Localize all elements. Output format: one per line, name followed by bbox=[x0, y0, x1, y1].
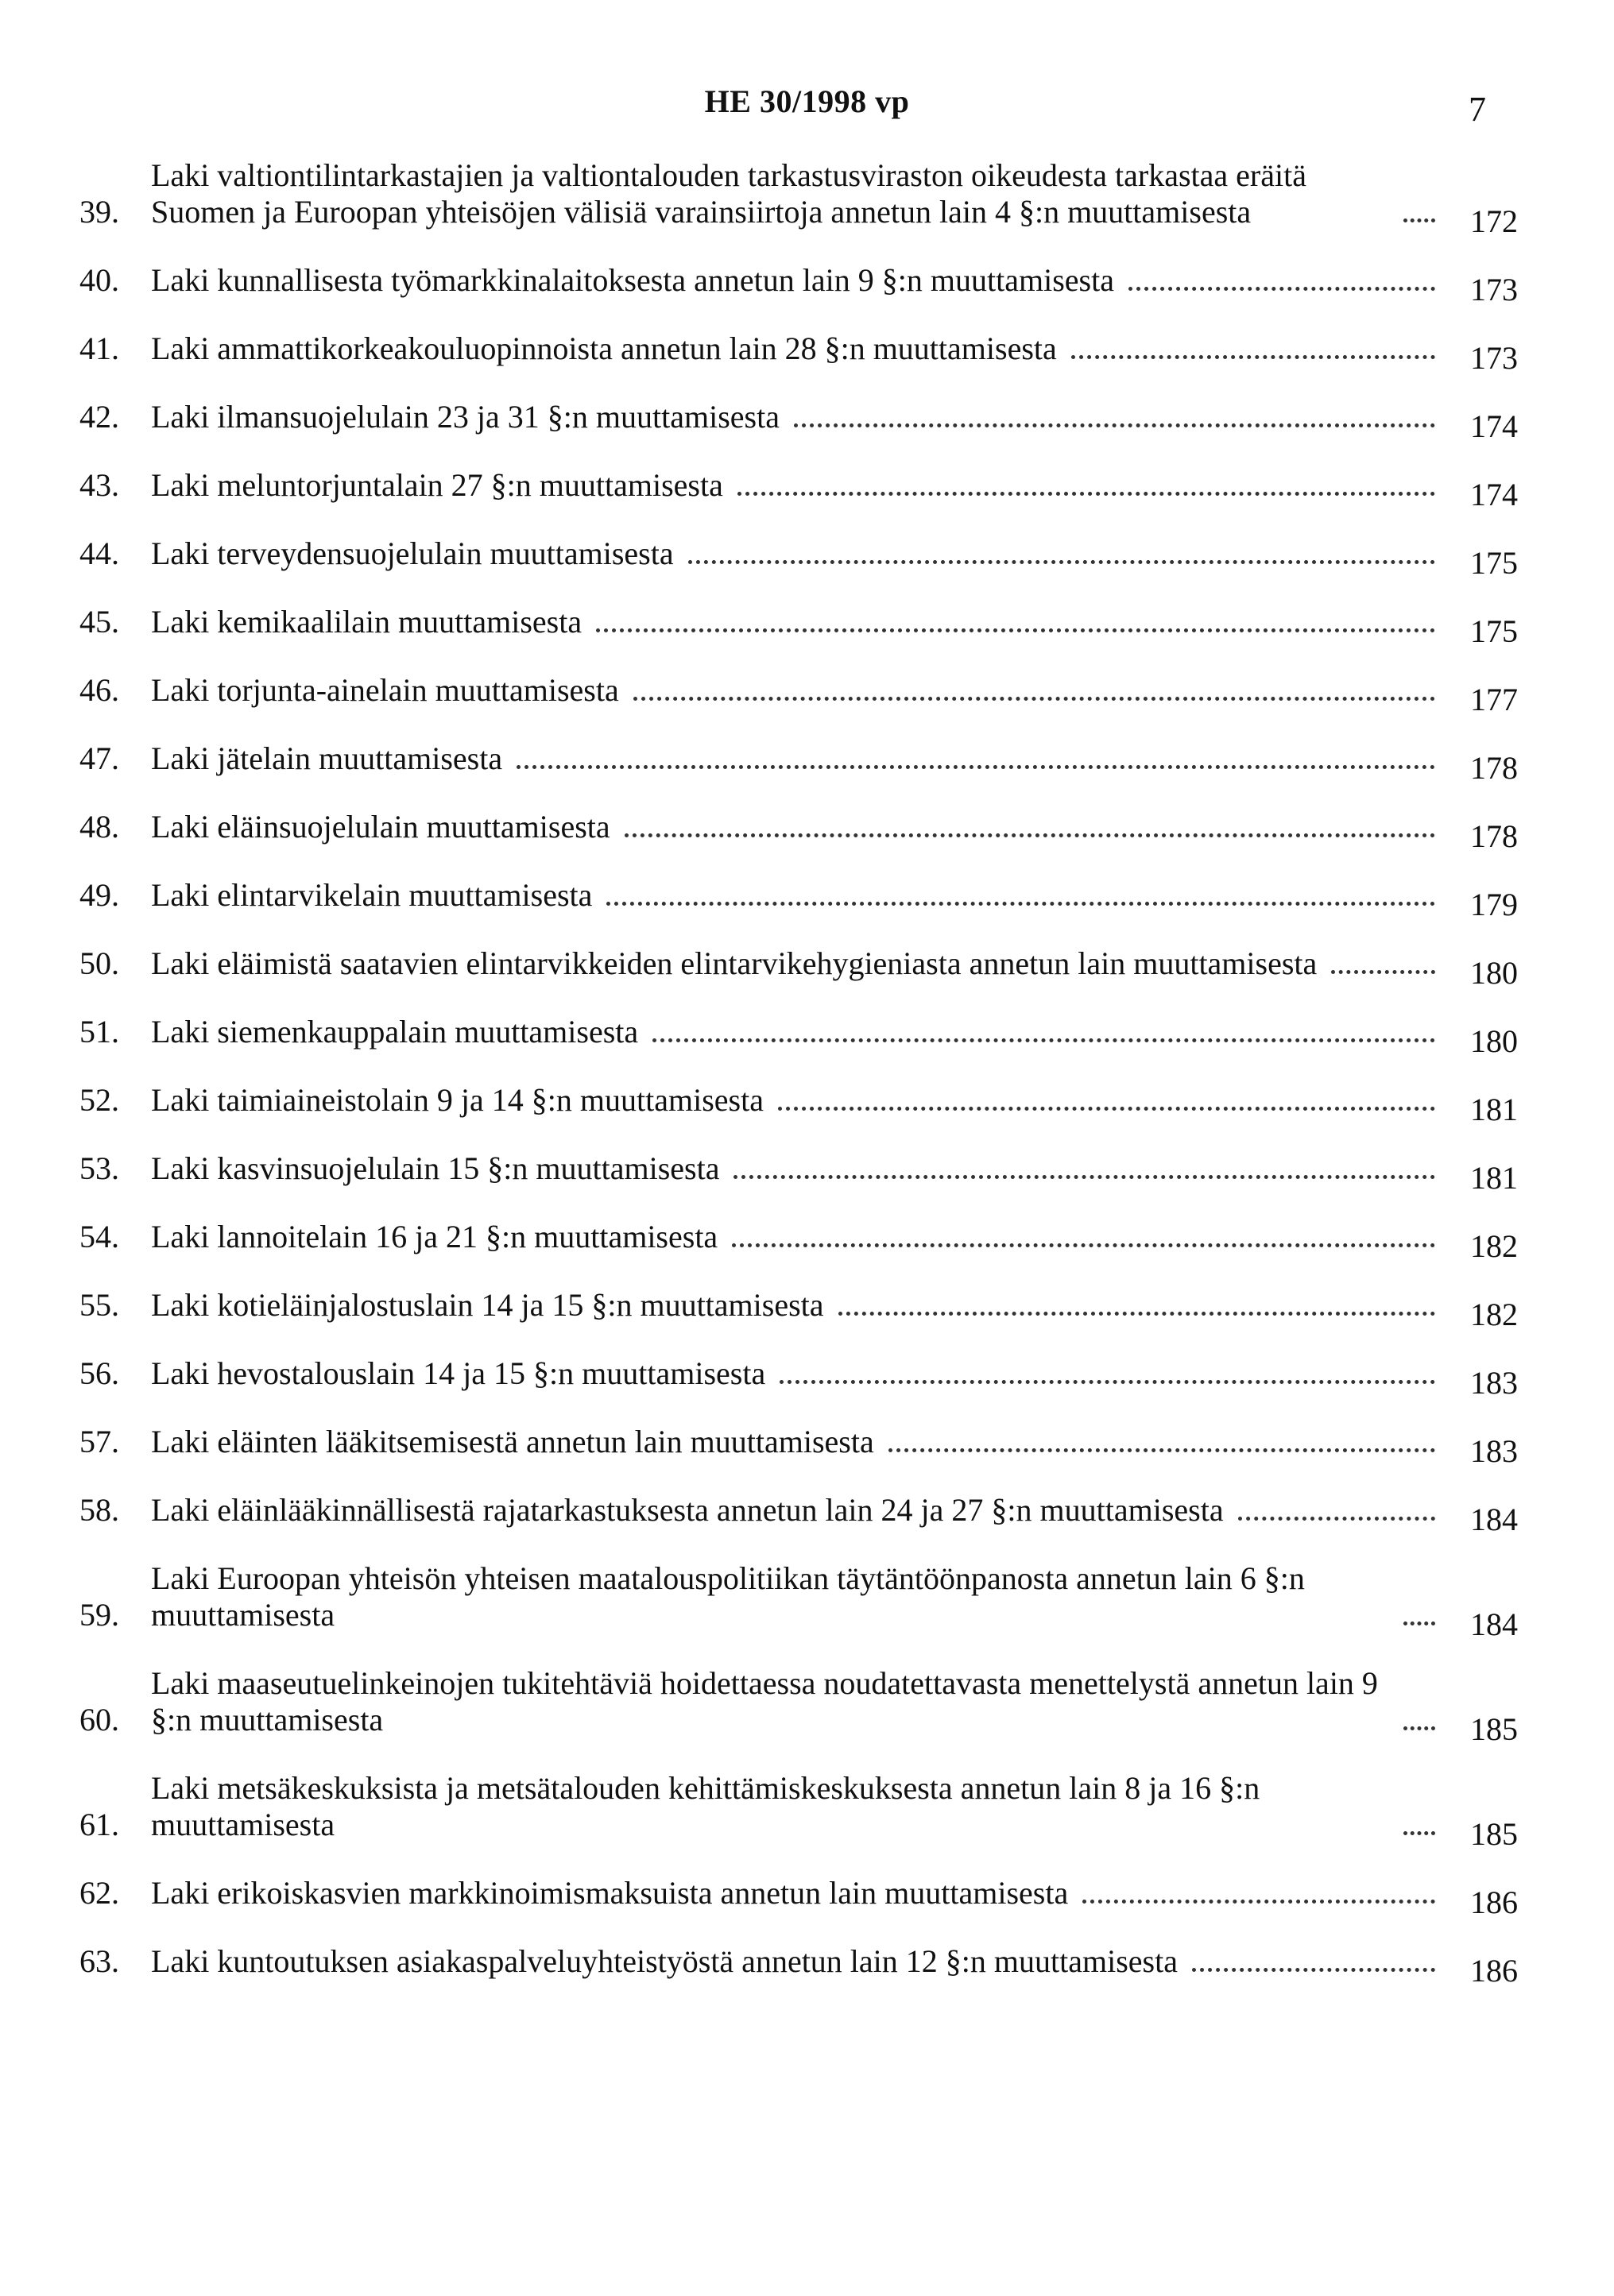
toc-entry-title: Laki erikoiskasvien markkinoimismaksuista annetun lain muuttamisesta bbox=[151, 1875, 1069, 1911]
dot-leader bbox=[888, 1448, 1435, 1452]
toc-entry-title: Laki kotieläinjalostuslain 14 ja 15 §:n muuttamisesta bbox=[151, 1287, 824, 1323]
toc-entry bbox=[79, 1082, 1518, 1127]
dot-leader bbox=[733, 1175, 1435, 1179]
toc-entry-page: 182 bbox=[1470, 1297, 1518, 1332]
toc-entry-page: 180 bbox=[1470, 955, 1518, 991]
toc-entry bbox=[79, 877, 1518, 922]
toc-entry bbox=[79, 1665, 1518, 1747]
dot-leader bbox=[1403, 1831, 1435, 1835]
toc-entry-title: Laki lannoitelain 16 ja 21 §:n muuttamisesta bbox=[151, 1219, 718, 1254]
dot-leader bbox=[1082, 1900, 1435, 1904]
toc-entry-number: 44. bbox=[79, 535, 119, 571]
toc-entry-page: 175 bbox=[1470, 613, 1518, 649]
toc-entry-title: Laki ammattikorkeakouluopinnoista annetun lain 28 §:n muuttamisesta bbox=[151, 330, 1057, 366]
toc-entry-page: 178 bbox=[1470, 818, 1518, 854]
toc-entry-page: 174 bbox=[1470, 477, 1518, 512]
toc-entry-number: 39. bbox=[79, 194, 119, 230]
toc-entry-page: 173 bbox=[1470, 340, 1518, 376]
toc-entry-number: 48. bbox=[79, 809, 119, 845]
toc-entry-title: Laki valtiontilintarkastajien ja valtiontalouden tarkastusviraston oikeudesta tarkastaa eräitä Suomen ja Euroopan yhteisöjen välisiä varainsiirtoja annetun lain 4 §:n muuttamisesta bbox=[151, 157, 1306, 230]
toc-entry bbox=[79, 740, 1518, 786]
toc-entry bbox=[79, 1943, 1518, 1989]
toc-entry-number: 46. bbox=[79, 672, 119, 708]
toc-entry bbox=[79, 157, 1518, 239]
toc-entry-page: 185 bbox=[1470, 1816, 1518, 1852]
toc-entry bbox=[79, 399, 1518, 444]
toc-entry-number: 58. bbox=[79, 1492, 119, 1528]
toc-entry bbox=[79, 945, 1518, 991]
table-of-contents bbox=[79, 157, 1518, 2012]
toc-entry-number: 55. bbox=[79, 1287, 119, 1323]
toc-entry-number: 60. bbox=[79, 1702, 119, 1737]
toc-entry-page: 177 bbox=[1470, 682, 1518, 717]
dot-leader bbox=[1192, 1968, 1435, 1972]
toc-entry-page: 186 bbox=[1470, 1884, 1518, 1920]
dot-leader bbox=[517, 765, 1435, 769]
toc-entry-page: 173 bbox=[1470, 272, 1518, 307]
toc-entry-number: 43. bbox=[79, 467, 119, 503]
dot-leader bbox=[737, 492, 1435, 496]
toc-entry bbox=[79, 535, 1518, 581]
page-number: 7 bbox=[1469, 90, 1486, 129]
toc-entry-page: 185 bbox=[1470, 1711, 1518, 1747]
toc-entry-title: Laki maaseutuelinkeinojen tukitehtäviä hoidettaessa noudatettavasta menettelystä annetun lain 9 §:n muuttamisesta bbox=[151, 1665, 1378, 1737]
toc-entry-page: 184 bbox=[1470, 1606, 1518, 1642]
toc-entry-page: 181 bbox=[1470, 1160, 1518, 1196]
toc-entry-page: 179 bbox=[1470, 887, 1518, 922]
toc-entry-title: Laki terveydensuojelulain muuttamisesta bbox=[151, 535, 674, 571]
dot-leader bbox=[732, 1243, 1435, 1247]
dot-leader bbox=[1403, 1622, 1435, 1625]
toc-entry-title: Laki meluntorjuntalain 27 §:n muuttamisesta bbox=[151, 467, 723, 503]
dot-leader bbox=[1331, 970, 1435, 974]
toc-entry-title: Laki ilmansuojelulain 23 ja 31 §:n muuttamisesta bbox=[151, 399, 780, 435]
toc-entry-page: 183 bbox=[1470, 1433, 1518, 1469]
toc-entry-number: 62. bbox=[79, 1875, 119, 1911]
toc-entry bbox=[79, 1770, 1518, 1852]
toc-entry-number: 49. bbox=[79, 877, 119, 913]
toc-entry bbox=[79, 1560, 1518, 1642]
dot-leader bbox=[1128, 287, 1435, 291]
toc-entry bbox=[79, 330, 1518, 376]
toc-entry bbox=[79, 1355, 1518, 1401]
toc-entry bbox=[79, 1875, 1518, 1920]
toc-entry-number: 59. bbox=[79, 1597, 119, 1633]
toc-entry-number: 45. bbox=[79, 604, 119, 640]
toc-entry-page: 183 bbox=[1470, 1365, 1518, 1401]
toc-entry-title: Laki elintarvikelain muuttamisesta bbox=[151, 877, 593, 913]
dot-leader bbox=[1403, 218, 1435, 222]
dot-leader bbox=[780, 1380, 1435, 1384]
toc-entry-title: Laki taimiaineistolain 9 ja 14 §:n muuttamisesta bbox=[151, 1082, 764, 1118]
toc-entry-page: 181 bbox=[1470, 1092, 1518, 1127]
toc-entry-number: 50. bbox=[79, 945, 119, 981]
dot-leader bbox=[778, 1107, 1435, 1111]
toc-entry-title: Laki kasvinsuojelulain 15 §:n muuttamisesta bbox=[151, 1150, 720, 1186]
dot-leader bbox=[652, 1038, 1435, 1042]
toc-entry-page: 178 bbox=[1470, 750, 1518, 786]
toc-entry-title: Laki jätelain muuttamisesta bbox=[151, 740, 503, 776]
toc-entry-page: 172 bbox=[1470, 203, 1518, 239]
running-title: HE 30/1998 vp bbox=[704, 83, 910, 119]
toc-entry bbox=[79, 809, 1518, 854]
dot-leader bbox=[1071, 355, 1435, 359]
toc-entry-page: 184 bbox=[1470, 1502, 1518, 1537]
dot-leader bbox=[1238, 1517, 1435, 1521]
toc-entry-number: 52. bbox=[79, 1082, 119, 1118]
dot-leader bbox=[633, 697, 1435, 701]
toc-entry-title: Laki kunnallisesta työmarkkinalaitoksesta annetun lain 9 §:n muuttamisesta bbox=[151, 262, 1114, 298]
toc-entry-number: 63. bbox=[79, 1943, 119, 1979]
toc-entry bbox=[79, 1492, 1518, 1537]
toc-entry bbox=[79, 1424, 1518, 1469]
toc-entry bbox=[79, 1219, 1518, 1264]
toc-entry-number: 47. bbox=[79, 740, 119, 776]
toc-entry-number: 51. bbox=[79, 1014, 119, 1049]
dot-leader bbox=[838, 1312, 1435, 1316]
toc-entry-number: 57. bbox=[79, 1424, 119, 1459]
toc-entry-title: Laki Euroopan yhteisön yhteisen maatalouspolitiikan täytäntöönpanosta annetun lain 6 §:n muuttamisesta bbox=[151, 1560, 1305, 1633]
toc-entry-number: 54. bbox=[79, 1219, 119, 1254]
toc-entry bbox=[79, 1287, 1518, 1332]
toc-entry bbox=[79, 672, 1518, 717]
toc-entry-number: 61. bbox=[79, 1807, 119, 1842]
dot-leader bbox=[1403, 1726, 1435, 1730]
toc-entry-page: 174 bbox=[1470, 408, 1518, 444]
toc-entry-title: Laki hevostalouslain 14 ja 15 §:n muuttamisesta bbox=[151, 1355, 766, 1391]
toc-entry-page: 175 bbox=[1470, 545, 1518, 581]
toc-entry-title: Laki torjunta-ainelain muuttamisesta bbox=[151, 672, 619, 708]
toc-entry bbox=[79, 1150, 1518, 1196]
toc-entry-title: Laki eläinten lääkitsemisestä annetun lain muuttamisesta bbox=[151, 1424, 874, 1459]
toc-entry-number: 42. bbox=[79, 399, 119, 435]
toc-entry bbox=[79, 262, 1518, 307]
dot-leader bbox=[596, 628, 1435, 632]
toc-entry-title: Laki metsäkeskuksista ja metsätalouden kehittämiskeskuksesta annetun lain 8 ja 16 §:n muuttamisesta bbox=[151, 1770, 1260, 1842]
toc-entry-page: 182 bbox=[1470, 1228, 1518, 1264]
dot-leader bbox=[625, 833, 1435, 837]
toc-entry-title: Laki siemenkauppalain muuttamisesta bbox=[151, 1014, 639, 1049]
toc-entry-page: 186 bbox=[1470, 1953, 1518, 1989]
toc-entry-number: 40. bbox=[79, 262, 119, 298]
dot-leader bbox=[794, 423, 1435, 427]
toc-entry-title: Laki eläinsuojelulain muuttamisesta bbox=[151, 809, 610, 845]
toc-entry-page: 180 bbox=[1470, 1023, 1518, 1059]
toc-entry-title: Laki eläimistä saatavien elintarvikkeiden elintarvikehygieniasta annetun lain muuttamisesta bbox=[151, 945, 1318, 981]
toc-entry-title: Laki kemikaalilain muuttamisesta bbox=[151, 604, 583, 640]
toc-entry bbox=[79, 604, 1518, 649]
toc-entry-number: 56. bbox=[79, 1355, 119, 1391]
toc-entry-number: 53. bbox=[79, 1150, 119, 1186]
toc-entry-title: Laki eläinlääkinnällisestä rajatarkastuksesta annetun lain 24 ja 27 §:n muuttamisesta bbox=[151, 1492, 1224, 1528]
dot-leader bbox=[688, 560, 1435, 564]
dot-leader bbox=[606, 902, 1435, 906]
toc-entry bbox=[79, 1014, 1518, 1059]
toc-entry bbox=[79, 467, 1518, 512]
toc-entry-number: 41. bbox=[79, 330, 119, 366]
toc-entry-title: Laki kuntoutuksen asiakaspalveluyhteistyöstä annetun lain 12 §:n muuttamisesta bbox=[151, 1943, 1178, 1979]
